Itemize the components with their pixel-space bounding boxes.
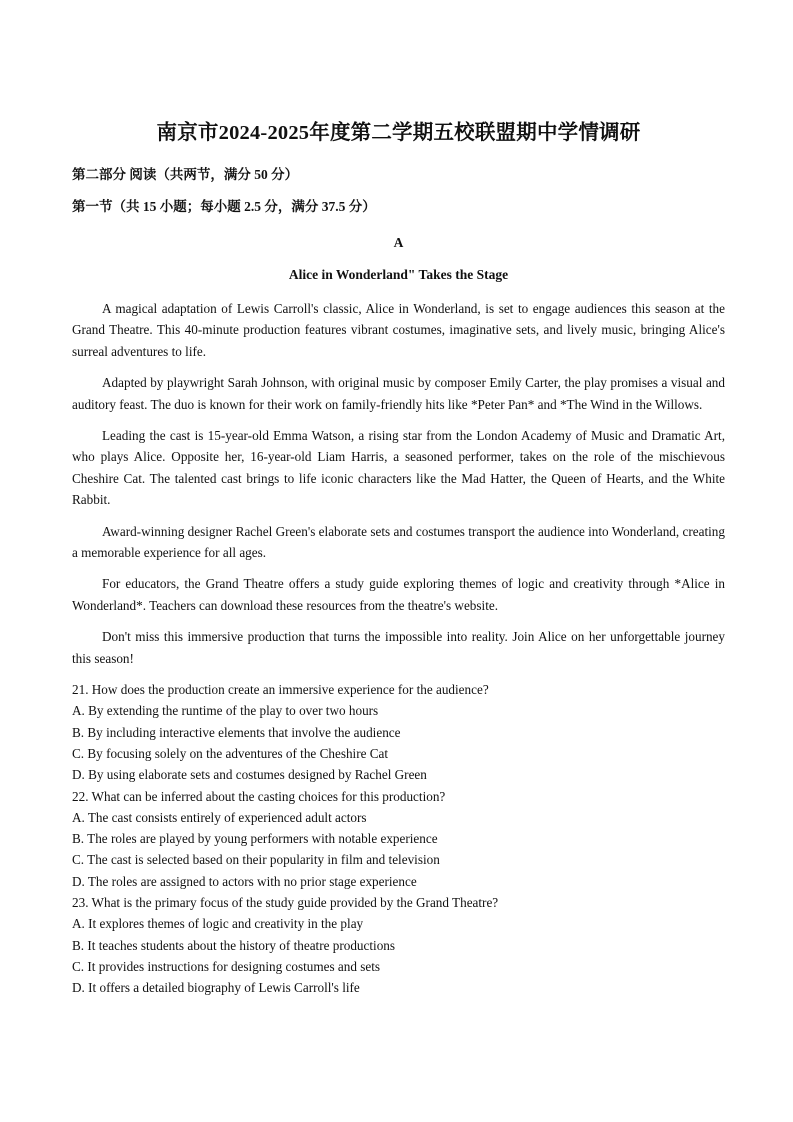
- question-22: [72, 786, 725, 892]
- answer-option: B. It teaches students about the history of theatre productions: [72, 937, 396, 953]
- passage-paragraph: Adapted by playwright Sarah Johnson, with original music by composer Emily Carter, the play promises a visual and auditory feast. The duo is known for their work on family-friendly hits like *Peter Pan* and *The Wind in the Willows.: [72, 375, 725, 412]
- passage-paragraph: Leading the cast is 15-year-old Emma Watson, a rising star from the London Academy of Music and Dramatic Art, who plays Alice. Opposite her, 16-year-old Liam Harris, a seasoned performer, takes on the role of the mischievous Cheshire Cat. The talented cast brings to life iconic characters like the Mad Hatter, the Queen of Hearts, and the White Rabbit.: [72, 428, 725, 508]
- passage-label: A: [393, 235, 404, 250]
- question-list: [72, 679, 725, 998]
- page-title: 南京市2024-2025年度第二学期五校联盟期中学情调研: [156, 122, 641, 144]
- passage-body: [72, 298, 725, 669]
- answer-option: D. By using elaborate sets and costumes designed by Rachel Green: [72, 767, 427, 783]
- passage-paragraph: Award-winning designer Rachel Green's elaborate sets and costumes transport the audience into Wonderland, creating a memorable experience for all ages.: [72, 523, 725, 561]
- section-heading: 第一节（共 15 小题；每小题 2.5 分，满分 37.5 分）: [72, 199, 376, 214]
- answer-option: A. The cast consists entirely of experienced adult actors: [72, 809, 367, 825]
- answer-option: C. By focusing solely on the adventures of the Cheshire Cat: [72, 745, 389, 761]
- answer-option: C. The cast is selected based on their popularity in film and television: [72, 852, 440, 868]
- answer-option: D. It offers a detailed biography of Lewis Carroll's life: [72, 980, 360, 996]
- answer-option: A. It explores themes of logic and creativity in the play: [72, 916, 364, 932]
- question-stem: 21. How does the production create an immersive experience for the audience?: [72, 682, 489, 698]
- passage-paragraph: For educators, the Grand Theatre offers a study guide exploring themes of logic and creativity through *Alice in Wonderland*. Teachers can download these resources from the theatre's website.: [72, 576, 725, 613]
- answer-option: B. By including interactive elements that involve the audience: [72, 724, 401, 740]
- answer-option: C. It provides instructions for designing costumes and sets: [72, 958, 381, 974]
- question-21: [72, 679, 725, 785]
- part-heading: 第二部分 阅读（共两节，满分 50 分）: [72, 167, 299, 182]
- answer-option: A. By extending the runtime of the play to over two hours: [72, 703, 379, 719]
- exam-page: [72, 118, 725, 999]
- passage-title: Alice in Wonderland" Takes the Stage: [288, 267, 509, 282]
- passage-paragraph: Don't miss this immersive production that turns the impossible into reality. Join Alice on her unforgettable journey this season!: [72, 629, 725, 666]
- answer-option: D. The roles are assigned to actors with no prior stage experience: [72, 873, 417, 889]
- passage-paragraph: A magical adaptation of Lewis Carroll's classic, Alice in Wonderland, is set to engage audiences this season at the Grand Theatre. This 40-minute production features vibrant costumes, imaginative sets, and lively music, bringing Alice's surreal adventures to life.: [72, 301, 725, 359]
- question-stem: 23. What is the primary focus of the study guide provided by the Grand Theatre?: [72, 895, 499, 911]
- question-stem: 22. What can be inferred about the casting choices for this production?: [72, 788, 446, 804]
- question-23: [72, 892, 725, 998]
- answer-option: B. The roles are played by young performers with notable experience: [72, 831, 438, 847]
